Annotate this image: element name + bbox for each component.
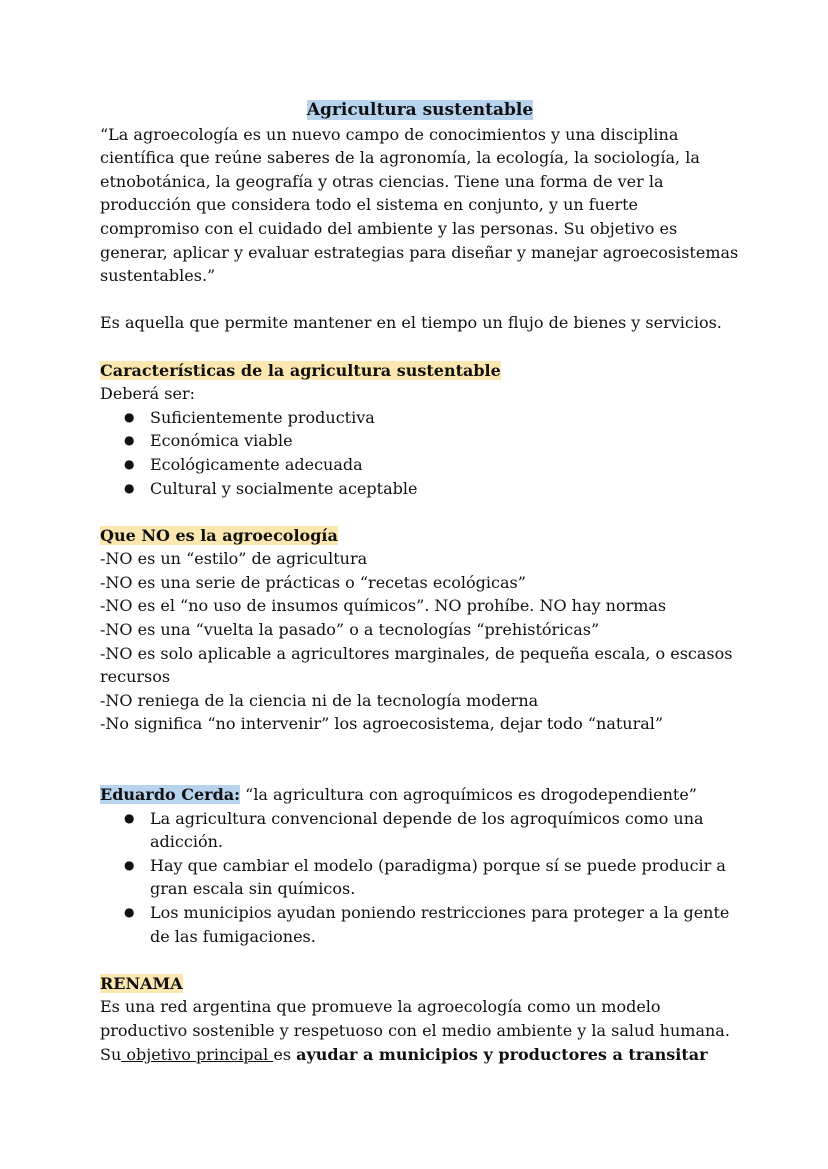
objective-bold: ayudar a municipios y productores a transitar [296,1044,708,1064]
renama-heading [100,972,740,996]
not-line: -NO es una serie de prácticas o “recetas ecológicas” [100,572,526,592]
list-item: ● Ecológicamente adecuada [100,453,740,477]
objective-mid: es [273,1044,297,1064]
spacer [100,500,740,524]
objective-label: objetivo principal [121,1044,274,1064]
renama-heading-text: RENAMA [100,973,183,993]
document-body [100,99,740,1066]
characteristics-heading [100,359,740,383]
not-line: -NO es solo aplicable a agricultores marginales, de pequeña escala, o escasos recursos [100,643,733,687]
page-title [100,99,740,123]
not-line: -NO es un “estilo” de agricultura [100,549,368,569]
not-line: -No significa “no intervenir” los agroecosistema, dejar todo “natural” [100,714,664,734]
characteristics-lead: Deberá ser: [100,384,195,404]
spacer [100,948,740,972]
not-agroecology-heading [100,524,740,548]
cerda-quote: “la agricultura con agroquímicos es drogodependiente” [240,785,697,805]
cerda-list [100,807,740,949]
list-item: ● Cultural y socialmente aceptable [100,477,740,501]
not-agroecology-heading-text: Que NO es la agroecología [100,525,338,545]
renama-objective [100,1043,740,1067]
list-item: ● Suficientemente productiva [100,406,740,430]
cerda-name: Eduardo Cerda: [100,785,241,805]
not-line: -NO es una “vuelta la pasado” o a tecnologías “prehistóricas” [100,620,600,640]
list-item: ● La agricultura convencional depende de los agroquímicos como una adicción. [100,807,740,854]
intro-quote: “La agroecología es un nuevo campo de conocimientos y una disciplina científica que reúne saberes de la agronomía, la ecología, la sociología, la etnobotánica, la geografía y otras ciencias. Tiene una forma de ver la producción que considera todo el sistema en conjunto, y un fuerte compromiso con el cuidado del ambiente y las personas. Su objetivo es generar, aplicar y evaluar estrategias para diseñar y manejar agroecosistemas sustentables.” [100,124,739,286]
spacer [100,288,740,312]
list-item: ● Los municipios ayudan poniendo restricciones para proteger a la gente de las fumigaciones. [100,901,740,948]
objective-prefix: Su [100,1044,122,1064]
renama-text: Es una red argentina que promueve la agroecología como un modelo productivo sostenible y respetuoso con el medio ambiente y la salud humana. [100,997,730,1040]
spacer [100,736,740,783]
cerda-heading [100,783,740,807]
characteristics-list [100,406,740,500]
not-line: -NO reniega de la ciencia ni de la tecnología moderna [100,690,539,710]
definition: Es aquella que permite mantener en el tiempo un flujo de bienes y servicios. [100,313,722,333]
not-line: -NO es el “no uso de insumos químicos”. NO prohíbe. NO hay normas [100,596,667,616]
list-item: ● Económica viable [100,429,740,453]
title-text: Agricultura sustentable [306,100,534,120]
spacer [100,335,740,359]
list-item: ● Hay que cambiar el modelo (paradigma) porque sí se puede producir a gran escala sin químicos. [100,854,740,901]
characteristics-heading-text: Características de la agricultura sustentable [100,360,501,380]
